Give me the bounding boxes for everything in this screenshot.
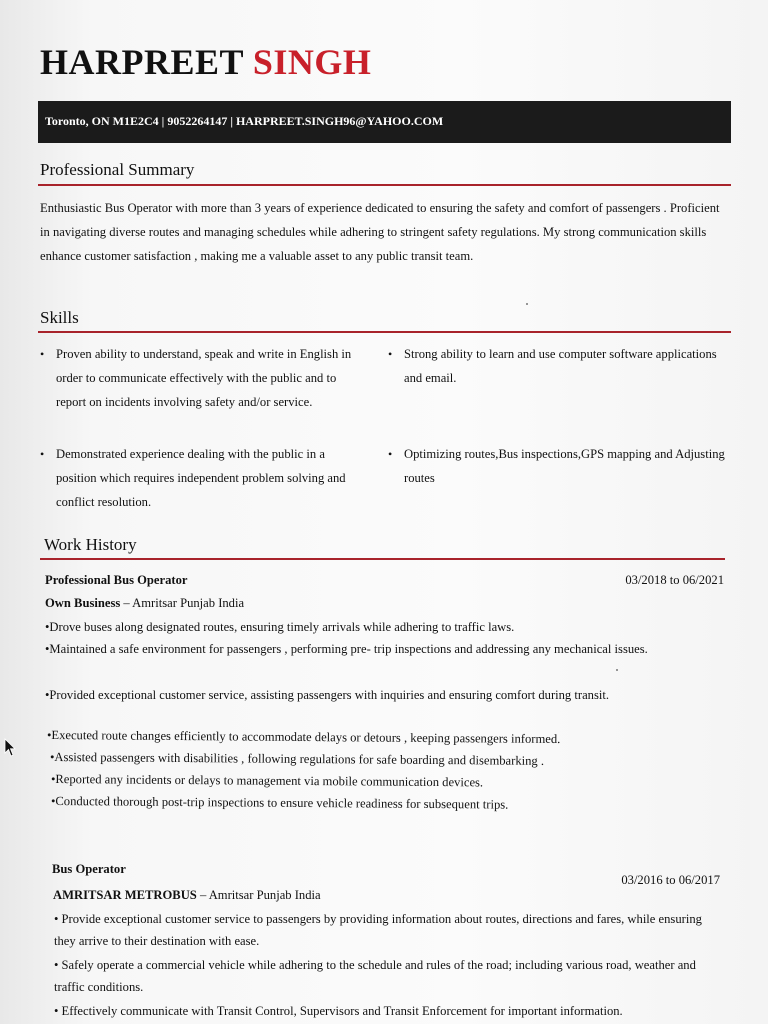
job-title: Bus Operator: [52, 862, 126, 876]
bullet-icon: •: [388, 347, 393, 361]
scan-speck: [616, 669, 618, 671]
skill-item: • Optimizing routes,Bus inspections,GPS mapping and Adjusting routes: [388, 442, 728, 490]
summary-heading: Professional Summary: [40, 160, 195, 179]
skills-heading: Skills: [40, 308, 79, 327]
bullet-icon: •: [388, 447, 393, 461]
mouse-pointer-icon: [4, 738, 16, 758]
first-name: HARPREET: [40, 42, 244, 82]
duty-item: • Safely operate a commercial vehicle while adhering to the schedule and rules of the road; including various road, weather and traffic conditions.: [54, 958, 696, 994]
last-name: SINGH: [252, 42, 372, 82]
job-employer: AMRITSAR METROBUS – Amritsar Punjab India: [53, 888, 321, 902]
contact-bar: [38, 101, 731, 143]
duty-item: •Drove buses along designated routes, ensuring timely arrivals while adhering to traffic laws.: [45, 620, 515, 634]
skill-item: • Demonstrated experience dealing with the public in a position which requires independent problem solving and conflict resolution.: [40, 442, 368, 514]
duty-item: • Effectively communicate with Transit Control, Supervisors and Transit Enforcement for important information.: [54, 1004, 623, 1018]
job-dates: 03/2016 to 06/2017: [621, 873, 720, 887]
skills-divider: [38, 331, 731, 333]
job-title: Professional Bus Operator: [45, 573, 188, 587]
skill-item: • Strong ability to learn and use computer software applications and email.: [388, 342, 728, 390]
duty-item: •Conducted thorough post-trip inspections to ensure vehicle readiness for subsequent trips.: [50, 794, 509, 812]
summary-divider: [38, 184, 731, 186]
summary-text: Enthusiastic Bus Operator with more than 3 years of experience dedicated to ensuring the safety and comfort of passengers . Proficient in navigating diverse routes and managing schedules while adhering to stringent safety regulations. My strong communication skills enhance customer satisfaction , making me a valuable asset to any public transit team.: [40, 201, 720, 263]
scan-speck: [526, 303, 528, 305]
duty-item: •Assisted passengers with disabilities , following regulations for safe boarding and disembarking .: [49, 750, 545, 768]
work-divider: [40, 558, 725, 560]
candidate-name: [40, 40, 371, 84]
duty-item: • Provide exceptional customer service to passengers by providing information about routes, directions and fares, while ensuring they arrive to their destination with ease.: [54, 912, 702, 948]
bullet-icon: •: [40, 447, 45, 461]
duty-item: •Maintained a safe environment for passengers , performing pre- trip inspections and addressing any mechanical issues.: [45, 642, 648, 656]
work-heading: Work History: [44, 535, 137, 554]
bullet-icon: •: [40, 347, 45, 361]
skill-item: • Proven ability to understand, speak and write in English in order to communicate effectively with the public and to report on incidents involving safety and/or service.: [40, 342, 368, 414]
job-employer: Own Business – Amritsar Punjab India: [45, 596, 245, 610]
duty-item: •Reported any incidents or delays to management via mobile communication devices.: [50, 772, 484, 790]
job-dates: 03/2018 to 06/2021: [625, 573, 724, 587]
duty-item: •Provided exceptional customer service, assisting passengers with inquiries and ensuring comfort during transit.: [45, 688, 610, 702]
duty-item: •Executed route changes efficiently to accommodate delays or detours , keeping passengers informed.: [46, 728, 561, 747]
contact-info: Toronto, ON M1E2C4 | 9052264147 | HARPREET.SINGH96@YAHOO.COM: [45, 114, 444, 128]
